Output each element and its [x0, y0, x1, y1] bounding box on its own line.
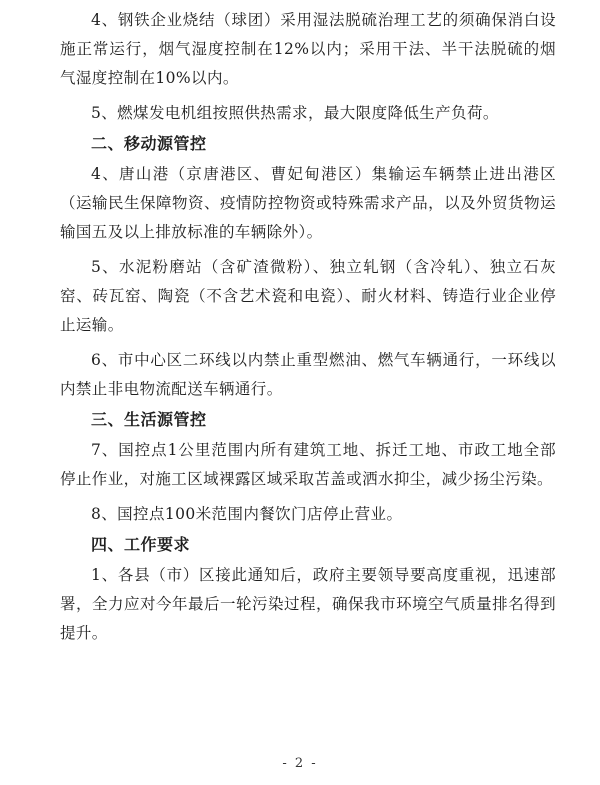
paragraph-cement-transport: 5、水泥粉磨站（含矿渣微粉）、独立轧钢（含冷轧）、独立石灰窑、砖瓦窑、陶瓷（不含艺术瓷和电瓷）、耐火材料、铸造行业企业停止运输。: [60, 258, 556, 334]
paragraph-restaurants: 8、国控点100米范围内餐饮门店停止营业。: [91, 505, 403, 523]
paragraph-tangshan-port: 4、唐山港（京唐港区、曹妃甸港区）集输运车辆禁止进出港区（运输民生保障物资、疫情防控物资或特殊需求产品，以及外贸货物运输国五及以上排放标准的车辆除外）。: [60, 165, 556, 241]
paragraph-coal-power: 5、燃煤发电机组按照供热需求，最大限度降低生产负荷。: [91, 104, 499, 122]
section-heading-mobile-source: 二、移动源管控: [91, 134, 207, 153]
page-number: - 2 -: [282, 756, 318, 771]
paragraph-construction-sites: 7、国控点1公里范围内所有建筑工地、拆迁工地、市政工地全部停止作业，对施工区域裸露区域采取苫盖或洒水抑尘，减少扬尘污染。: [60, 441, 556, 488]
paragraph-city-traffic: 6、市中心区二环线以内禁止重型燃油、燃气车辆通行，一环线以内禁止非电物流配送车辆通行。: [60, 351, 556, 398]
section-heading-living-source: 三、生活源管控: [91, 410, 207, 429]
section-heading-work-requirements: 四、工作要求: [91, 535, 191, 554]
paragraph-steel-sintering: 4、钢铁企业烧结（球团）采用湿法脱硫治理工艺的须确保消白设施正常运行，烟气湿度控制在12%以内；采用干法、半干法脱硫的烟气湿度控制在10%以内。: [60, 11, 556, 87]
paragraph-county-notice: 1、各县（市）区接此通知后，政府主要领导要高度重视，迅速部署，全力应对今年最后一轮污染过程，确保我市环境空气质量排名得到提升。: [60, 566, 556, 642]
